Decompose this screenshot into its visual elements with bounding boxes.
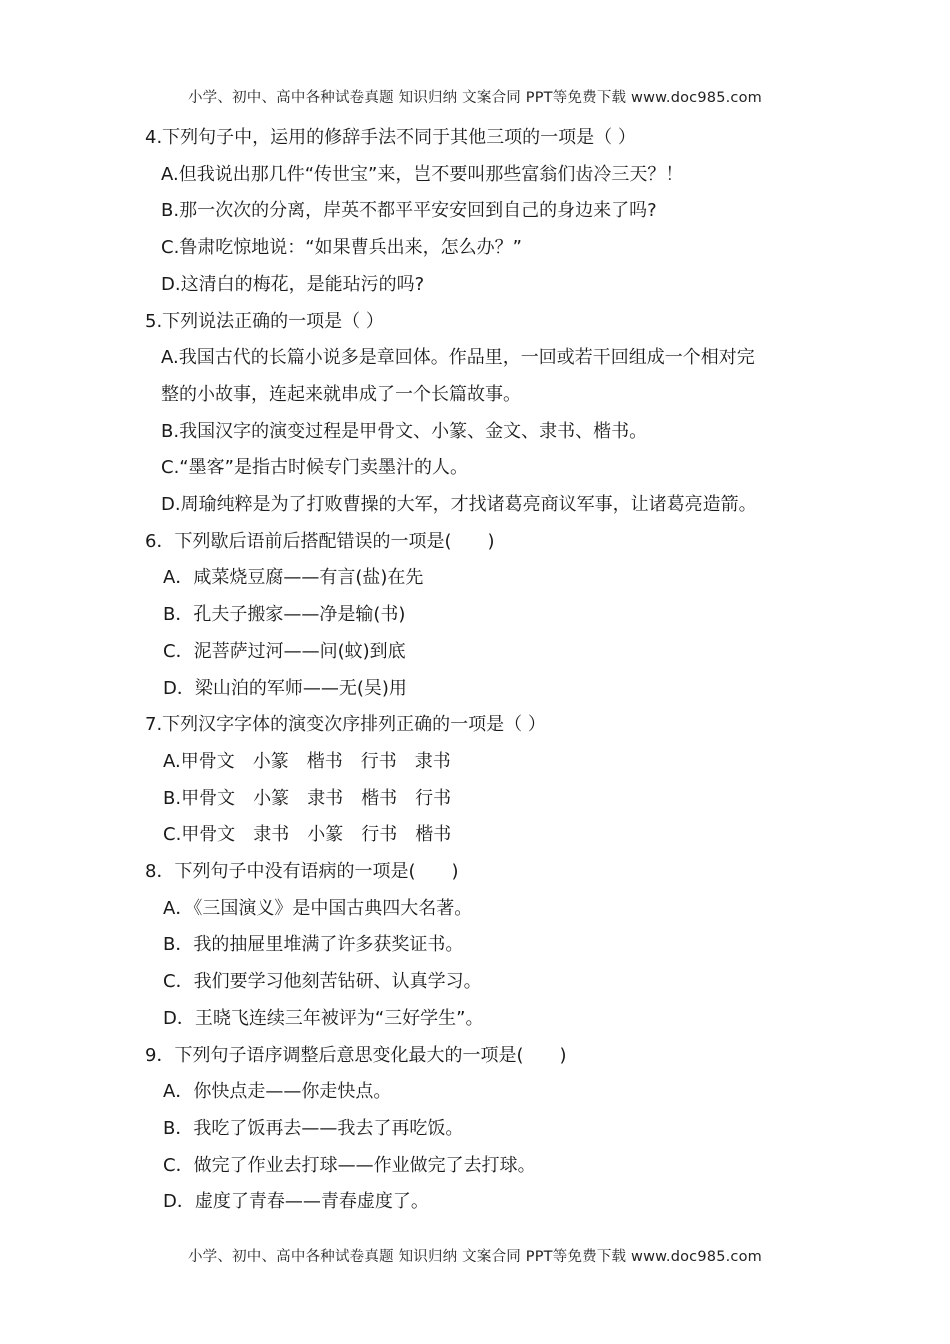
question-stem: 6．下列歇后语前后搭配错误的一项是( ) (145, 531, 495, 552)
question-stem: 5.下列说法正确的一项是（ ） (145, 311, 384, 332)
footer-banner: 小学、初中、高中各种试卷真题 知识归纳 文案合同 PPT等免费下载 www.doc985.com (187, 1249, 763, 1265)
question-stem: 4.下列句子中，运用的修辞手法不同于其他三项的一项是（ ） (145, 127, 636, 148)
answer-option: C．做完了作业去打球——作业做完了去打球。 (163, 1155, 536, 1176)
answer-option: B.甲骨文 小篆 隶书 楷书 行书 (163, 788, 452, 809)
answer-option: C.“墨客”是指古时候专门卖墨汁的人。 (161, 457, 468, 478)
answer-option: D．虚度了青春——青春虚度了。 (163, 1191, 429, 1212)
answer-option: C．我们要学习他刻苦钻研、认真学习。 (163, 971, 482, 992)
answer-option: A．你快点走——你走快点。 (163, 1081, 392, 1102)
answer-option: A.我国古代的长篇小说多是章回体。作品里，一回或若干回组成一个相对完 (161, 347, 755, 368)
answer-option: C.甲骨文 隶书 小篆 行书 楷书 (163, 824, 452, 845)
answer-option: B.我国汉字的演变过程是甲骨文、小篆、金文、隶书、楷书。 (161, 421, 648, 442)
answer-option: D.周瑜纯粹是为了打败曹操的大军，才找诸葛亮商议军事，让诸葛亮造箭。 (161, 494, 757, 515)
question-stem: 9．下列句子语序调整后意思变化最大的一项是( ) (145, 1045, 567, 1066)
header-banner: 小学、初中、高中各种试卷真题 知识归纳 文案合同 PPT等免费下载 www.doc985.com (187, 90, 763, 106)
answer-option: A.但我说出那几件“传世宝”来，岂不要叫那些富翁们齿冷三天？！ (161, 164, 684, 185)
answer-option: B.那一次次的分离，岸英不都平平安安回到自己的身边来了吗? (161, 200, 657, 221)
answer-option: D.这清白的梅花，是能玷污的吗? (161, 274, 425, 295)
answer-option: B．我的抽屉里堆满了许多获奖证书。 (163, 934, 464, 955)
answer-option: A．《三国演义》是中国古典四大名著。 (163, 898, 473, 919)
answer-option: C.鲁肃吃惊地说：“如果曹兵出来，怎么办？” (161, 237, 522, 258)
answer-option: 整的小故事，连起来就串成了一个长篇故事。 (161, 384, 521, 405)
answer-option: C．泥菩萨过河——问(蚊)到底 (163, 641, 406, 662)
question-stem: 8．下列句子中没有语病的一项是( ) (145, 861, 459, 882)
answer-option: B．孔夫子搬家——净是输(书) (163, 604, 406, 625)
question-stem: 7.下列汉字字体的演变次序排列正确的一项是（ ） (145, 714, 546, 735)
answer-option: D．梁山泊的军师——无(吴)用 (163, 678, 407, 699)
answer-option: B．我吃了饭再去——我去了再吃饭。 (163, 1118, 464, 1139)
answer-option: D．王晓飞连续三年被评为“三好学生”。 (163, 1008, 484, 1029)
answer-option: A．咸菜烧豆腐——有言(盐)在先 (163, 567, 424, 588)
answer-option: A.甲骨文 小篆 楷书 行书 隶书 (163, 751, 451, 772)
